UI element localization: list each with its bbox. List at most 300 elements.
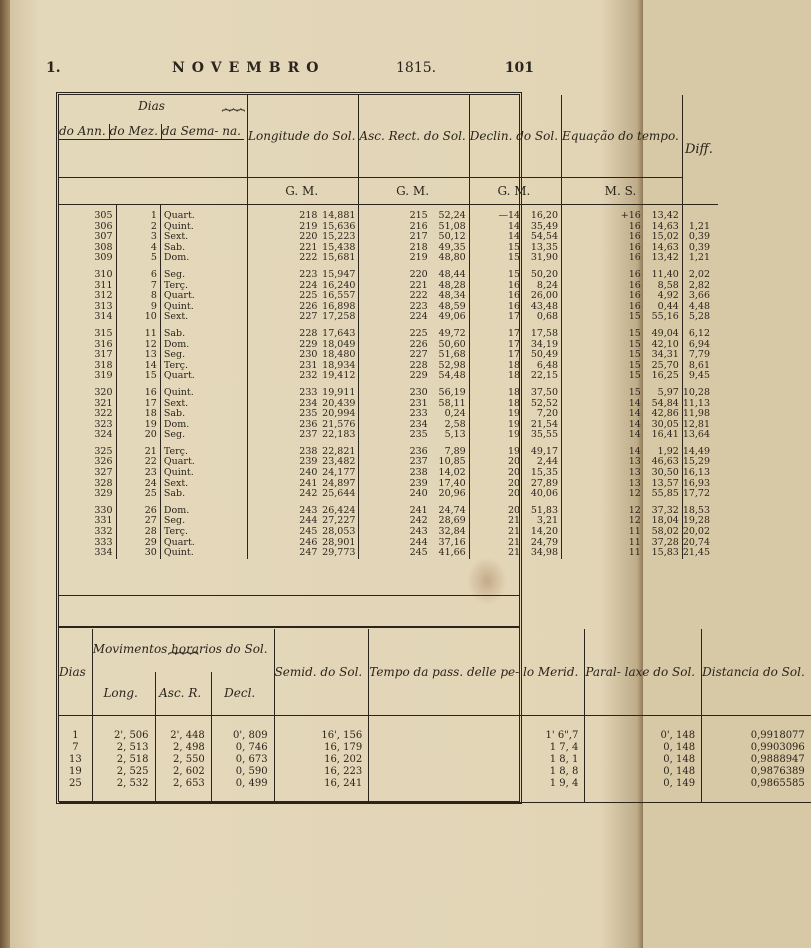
weekday-cell: Sext. — [160, 479, 247, 490]
ephemeris-row — [59, 232, 718, 243]
semid-cell: 16, 202 — [274, 754, 369, 766]
ascension-major: 216 — [409, 220, 428, 232]
equation-major: 12 — [628, 504, 641, 516]
longitude-major: 221 — [299, 241, 318, 253]
day-of-month-cell: 24 — [116, 479, 160, 490]
diff-cell: 7,79 — [688, 349, 711, 361]
ascension-minor: 41,66 — [438, 547, 466, 559]
diff-cell — [682, 211, 718, 222]
declination-cell — [469, 388, 561, 399]
longitude-minor: 15,223 — [322, 231, 356, 243]
weekday-cell: Sext. — [160, 232, 247, 243]
ascension-major: 240 — [409, 488, 428, 500]
ascension-major: 226 — [409, 338, 428, 350]
ephemeris-row — [59, 371, 718, 382]
ephemeris-row — [59, 409, 718, 420]
ascension-major: 245 — [409, 547, 428, 559]
day-of-year-cell: 309 — [59, 253, 116, 264]
semid-cell: 16, 179 — [274, 742, 369, 754]
equation-major: 13 — [628, 456, 641, 468]
weekday-cell: Quart. — [160, 211, 247, 222]
longitude-major: 222 — [299, 252, 318, 264]
weekday-cell: Quart. — [160, 457, 247, 468]
ascension-cell — [359, 388, 469, 399]
equacao-header: Equação do tempo. — [562, 95, 683, 178]
ascension-major: 215 — [409, 210, 428, 221]
year-label: 1815. — [396, 60, 437, 76]
equation-cell — [562, 329, 683, 340]
ascension-cell — [359, 430, 469, 441]
ephemeris-row — [59, 302, 718, 313]
equation-minor: 34,31 — [651, 349, 679, 361]
weekday-cell: Quint. — [160, 548, 247, 559]
diff-cell: 21,45 — [682, 547, 711, 559]
equation-cell — [562, 312, 683, 323]
diff-cell: 20,02 — [682, 526, 711, 538]
paralaxe-cell: 0, 149 — [585, 778, 702, 790]
weekday-cell: Seg. — [160, 270, 247, 281]
long-cell: 2, 532 — [92, 778, 155, 790]
equation-major: +16 — [620, 210, 641, 221]
weekday-cell: Sext. — [160, 399, 247, 410]
declination-major: 19 — [507, 429, 521, 441]
equation-minor: 42,86 — [651, 408, 679, 420]
ascension-major: 230 — [409, 386, 428, 398]
longitude-cell — [248, 253, 359, 264]
weekday-cell: Seg. — [160, 350, 247, 361]
equation-minor: 4,92 — [657, 290, 679, 302]
motion-row — [59, 754, 811, 766]
longitude-major: 237 — [299, 429, 318, 441]
declination-cell — [469, 329, 561, 340]
weekday-cell: Quint. — [160, 468, 247, 479]
day-of-month-cell: 27 — [116, 516, 160, 527]
ephemeris-frame — [56, 92, 805, 804]
ephemeris-row — [59, 361, 718, 372]
equation-minor: 55,16 — [651, 311, 679, 323]
weekday-cell: Quint. — [160, 388, 247, 399]
longitude-minor: 22,821 — [322, 445, 356, 457]
declination-cell — [469, 312, 561, 323]
equation-cell — [562, 489, 683, 500]
longitude-minor: 25,644 — [322, 488, 356, 500]
day-of-month-cell: 18 — [116, 409, 160, 420]
longitude-major: 228 — [299, 327, 318, 339]
declination-major: 14 — [507, 231, 521, 243]
longitude-minor: 24,177 — [322, 467, 356, 479]
day-of-year-cell: 323 — [59, 420, 116, 431]
ephemeris-row — [59, 506, 718, 517]
ascension-minor: 52,98 — [438, 359, 466, 371]
diff-cell: 16,13 — [682, 467, 711, 479]
longitude-minor: 26,424 — [322, 504, 356, 516]
header-row — [59, 95, 718, 178]
declination-cell — [469, 211, 561, 222]
declination-minor: 21,54 — [530, 418, 559, 430]
asc-r-cell: 2, 498 — [155, 742, 211, 754]
longitude-minor: 16,557 — [322, 290, 356, 302]
units-row — [59, 178, 718, 205]
day-of-year-cell: 311 — [59, 281, 116, 292]
day-of-year-cell: 322 — [59, 409, 116, 420]
declination-major: 17 — [507, 338, 521, 350]
ascension-major: 218 — [409, 241, 428, 253]
bottom-dias-header: Dias — [59, 629, 92, 716]
declination-cell — [469, 548, 561, 559]
equation-minor: 13,57 — [651, 477, 679, 489]
longitude-major: 244 — [299, 515, 318, 527]
equation-minor: 14,63 — [651, 220, 679, 232]
declination-major: 20 — [507, 456, 521, 468]
day-of-year-cell: 331 — [59, 516, 116, 527]
equation-cell — [562, 371, 683, 382]
longitude-minor: 19,412 — [322, 370, 356, 382]
paralaxe-cell: 0, 148 — [585, 766, 702, 778]
day-of-year-cell: 318 — [59, 361, 116, 372]
ascension-minor: 10,85 — [438, 456, 466, 468]
longitude-major: 229 — [299, 338, 318, 350]
diff-cell: 4,48 — [688, 300, 711, 312]
ephemeris-row — [59, 457, 718, 468]
table-divider — [59, 595, 519, 628]
day-of-year-cell: 334 — [59, 548, 116, 559]
diff-cell: 0,39 — [688, 231, 711, 243]
declination-major: 15 — [507, 268, 521, 280]
weekday-cell: Sab. — [160, 243, 247, 254]
page-number: 101 — [504, 60, 534, 76]
diff-cell: 6,12 — [688, 327, 711, 339]
weekday-cell: Quint. — [160, 222, 247, 233]
declination-minor: 35,49 — [530, 220, 559, 232]
day-cell: 19 — [59, 766, 92, 778]
equation-major: 16 — [628, 241, 641, 253]
day-of-year-cell: 316 — [59, 340, 116, 351]
day-of-year-cell: 320 — [59, 388, 116, 399]
ascension-minor: 20,96 — [438, 488, 466, 500]
long-cell: 2, 513 — [92, 742, 155, 754]
longitude-major: 242 — [299, 488, 318, 500]
longitude-cell — [248, 270, 359, 281]
tail-cell — [702, 790, 811, 803]
ascension-cell — [359, 489, 469, 500]
ascension-cell — [359, 548, 469, 559]
equation-major: 15 — [628, 311, 641, 323]
day-of-month-cell: 25 — [116, 489, 160, 500]
units-blank — [59, 178, 248, 205]
ascension-major: 239 — [409, 477, 428, 489]
declination-minor: 22,15 — [530, 370, 559, 382]
equation-minor: 42,10 — [651, 338, 679, 350]
declination-minor: 2,44 — [536, 456, 559, 468]
declination-minor: 17,58 — [530, 327, 559, 339]
diff-cell: 12,81 — [682, 418, 711, 430]
paralaxe-cell: 0, 148 — [585, 742, 702, 754]
day-of-year-cell: 329 — [59, 489, 116, 500]
longitude-minor: 28,901 — [322, 536, 356, 548]
equation-minor: 37,32 — [651, 504, 679, 516]
ephemeris-row — [59, 430, 718, 441]
equation-minor: 37,28 — [651, 536, 679, 548]
weekday-cell: Seg. — [160, 516, 247, 527]
motion-row — [59, 730, 811, 742]
ascension-minor: 51,08 — [438, 220, 466, 232]
ascension-major: 243 — [409, 526, 428, 538]
declination-cell — [469, 489, 561, 500]
longitude-minor: 17,643 — [322, 327, 356, 339]
day-of-year-cell: 328 — [59, 479, 116, 490]
declination-major: 16 — [507, 290, 521, 302]
diff-cell: 11,98 — [682, 408, 711, 420]
decl-cell: 0, 499 — [211, 778, 274, 790]
ascension-major: 222 — [409, 290, 428, 302]
weekday-cell: Sab. — [160, 329, 247, 340]
day-of-month-cell: 11 — [116, 329, 160, 340]
day-of-year-cell: 306 — [59, 222, 116, 233]
decl-cell: 0, 590 — [211, 766, 274, 778]
day-of-month-cell: 1 — [116, 211, 160, 222]
declination-minor: 50,20 — [530, 268, 559, 280]
tempo-cell: 1 8, 8 — [369, 766, 585, 778]
declination-major: 14 — [507, 220, 521, 232]
longitude-major: 224 — [299, 279, 318, 291]
tempo-header: Tempo da pass. delle pe- lo Merid. — [369, 629, 585, 716]
tempo-cell: 1' 6",7 — [369, 730, 585, 742]
ascension-major: 227 — [409, 349, 428, 361]
declination-major: —14 — [498, 210, 521, 221]
gap-cell — [585, 716, 702, 731]
asc-r-cell: 2', 448 — [155, 730, 211, 742]
ephemeris-row — [59, 489, 718, 500]
ascension-minor: 2,58 — [444, 418, 466, 430]
day-cell: 7 — [59, 742, 92, 754]
equation-minor: 30,05 — [651, 418, 679, 430]
ephemeris-row — [59, 548, 718, 559]
motion-row — [59, 766, 811, 778]
declin-header: Declin. do Sol. — [469, 95, 561, 178]
weekday-cell: Quart. — [160, 291, 247, 302]
equation-major: 15 — [628, 386, 641, 398]
day-of-month-cell: 17 — [116, 399, 160, 410]
weekday-cell: Dom. — [160, 340, 247, 351]
gap-cell — [59, 716, 92, 731]
ascension-minor: 7,89 — [444, 445, 466, 457]
day-of-year-cell: 332 — [59, 527, 116, 538]
ascension-cell — [359, 270, 469, 281]
ascension-major: 244 — [409, 536, 428, 548]
day-of-month-cell: 28 — [116, 527, 160, 538]
day-cell: 1 — [59, 730, 92, 742]
equation-major: 13 — [628, 477, 641, 489]
ascension-minor: 48,44 — [438, 268, 466, 280]
equation-major: 11 — [628, 536, 641, 548]
day-of-year-cell: 314 — [59, 312, 116, 323]
ascension-minor: 49,35 — [438, 241, 466, 253]
distancia-cell: 0,9903096 — [750, 742, 805, 753]
equation-minor: 30,50 — [651, 467, 679, 479]
motion-row — [59, 742, 811, 754]
ascension-major: 225 — [409, 327, 428, 339]
declination-minor: 50,49 — [530, 349, 559, 361]
semid-cell: 16, 223 — [274, 766, 369, 778]
declination-minor: 13,35 — [530, 241, 559, 253]
longitude-cell — [248, 489, 359, 500]
longitude-units: G. M. — [248, 178, 359, 205]
long-cell: 2, 525 — [92, 766, 155, 778]
distancia-cell: 0,9876389 — [750, 766, 805, 777]
longitude-major: 230 — [299, 349, 318, 361]
brace-ornament-2: ⏞⏞⏞⏞ — [165, 652, 195, 669]
equation-major: 15 — [628, 327, 641, 339]
weekday-cell: Sab. — [160, 409, 247, 420]
declination-minor: 43,48 — [530, 300, 559, 312]
diff-cell: 3,66 — [688, 290, 711, 302]
declination-major: 16 — [507, 279, 521, 291]
longitude-minor: 21,576 — [322, 418, 356, 430]
day-of-month-cell: 21 — [116, 447, 160, 458]
weekday-cell: Dom. — [160, 420, 247, 431]
ascension-major: 241 — [409, 504, 428, 516]
equation-minor: 46,63 — [651, 456, 679, 468]
equation-minor: 58,02 — [651, 526, 679, 538]
ephemeris-row — [59, 211, 718, 222]
weekday-cell: Terç. — [160, 527, 247, 538]
ascension-major: 235 — [409, 429, 428, 441]
longitude-major: 247 — [299, 547, 318, 559]
day-of-year-cell: 321 — [59, 399, 116, 410]
equation-cell — [562, 548, 683, 559]
equation-major: 15 — [628, 349, 641, 361]
ascension-minor: 49,72 — [438, 327, 466, 339]
longitude-minor: 16,898 — [322, 300, 356, 312]
weekday-cell: Terç. — [160, 447, 247, 458]
diff-cell: 9,45 — [688, 370, 711, 382]
declination-minor: 6,48 — [536, 359, 559, 371]
declination-minor: 37,50 — [530, 386, 559, 398]
equation-minor: 15,02 — [651, 231, 679, 243]
longitude-major: 241 — [299, 477, 318, 489]
longitude-minor: 14,881 — [322, 210, 356, 221]
equation-minor: 54,84 — [651, 397, 679, 409]
ascension-minor: 28,69 — [438, 515, 466, 527]
ascension-major: 219 — [409, 252, 428, 264]
equation-major: 16 — [628, 290, 641, 302]
book-binding — [0, 0, 10, 948]
longitude-minor: 19,911 — [322, 386, 356, 398]
movimentos-header — [92, 629, 274, 672]
ephemeris-row — [59, 527, 718, 538]
ascension-major: 237 — [409, 456, 428, 468]
longitude-minor: 18,934 — [322, 359, 356, 371]
declination-major: 17 — [507, 349, 521, 361]
equation-cell — [562, 253, 683, 264]
day-of-year-cell: 333 — [59, 538, 116, 549]
day-of-month-cell: 14 — [116, 361, 160, 372]
equation-minor: 16,41 — [651, 429, 679, 441]
longitude-cell — [248, 371, 359, 382]
asc-r-cell: 2, 602 — [155, 766, 211, 778]
weekday-cell: Seg. — [160, 430, 247, 441]
equation-major: 15 — [628, 338, 641, 350]
equation-cell — [562, 211, 683, 222]
declination-minor: 3,21 — [536, 515, 559, 527]
long-cell: 2, 518 — [92, 754, 155, 766]
longitude-major: 236 — [299, 418, 318, 430]
day-of-year-cell: 312 — [59, 291, 116, 302]
ephemeris-row — [59, 399, 718, 410]
equation-minor: 49,04 — [651, 327, 679, 339]
longitude-major: 218 — [299, 210, 318, 221]
declination-major: 17 — [507, 311, 521, 323]
tempo-cell: 1 8, 1 — [369, 754, 585, 766]
equation-major: 16 — [628, 231, 641, 243]
ephemeris-row — [59, 340, 718, 351]
day-of-year-cell: 305 — [59, 211, 116, 222]
equation-minor: 55,85 — [651, 488, 679, 500]
ephemeris-body — [59, 205, 718, 559]
diff-cell: 11,13 — [682, 397, 711, 409]
declin-units: G. M. — [469, 178, 561, 205]
tempo-cell: 1 7, 4 — [369, 742, 585, 754]
longitude-major: 223 — [299, 268, 318, 280]
ascension-minor: 54,48 — [438, 370, 466, 382]
equation-minor: 13,42 — [651, 252, 679, 264]
declination-major: 16 — [507, 300, 521, 312]
ascension-minor: 58,11 — [438, 397, 466, 409]
day-of-month-cell: 2 — [116, 222, 160, 233]
declination-major: 19 — [507, 445, 521, 457]
day-of-month-cell: 4 — [116, 243, 160, 254]
gap-cell — [702, 716, 811, 731]
weekday-cell: Sab. — [160, 489, 247, 500]
declination-minor: 51,83 — [530, 504, 559, 516]
hourly-motion-body — [59, 716, 811, 803]
longitude-major: 240 — [299, 467, 318, 479]
semid-header: Semid. do Sol. — [274, 629, 369, 716]
declination-cell — [469, 371, 561, 382]
longitude-major: 238 — [299, 445, 318, 457]
dias-label: Dias — [138, 99, 165, 113]
weekday-cell: Quart. — [160, 538, 247, 549]
diff-cell: 10,28 — [682, 386, 711, 398]
decl-cell: 0, 746 — [211, 742, 274, 754]
equation-major: 15 — [628, 359, 641, 371]
longitude-minor: 20,439 — [322, 397, 356, 409]
declination-major: 15 — [507, 241, 521, 253]
weekday-cell: Dom. — [160, 506, 247, 517]
declination-major: 20 — [507, 488, 521, 500]
declination-minor: 8,24 — [536, 279, 559, 291]
declination-major: 19 — [507, 418, 521, 430]
diff-cell: 2,82 — [688, 279, 711, 291]
paralaxe-header: Paral- laxe do Sol. — [585, 629, 702, 716]
longitude-major: 239 — [299, 456, 318, 468]
day-of-month-cell: 19 — [116, 420, 160, 431]
ephemeris-row — [59, 516, 718, 527]
longitude-minor: 15,636 — [322, 220, 356, 232]
equation-major: 14 — [628, 397, 641, 409]
ephemeris-row — [59, 253, 718, 264]
equation-minor: 5,97 — [657, 386, 679, 398]
gap-cell — [274, 716, 369, 731]
declination-major: 21 — [507, 547, 521, 559]
longitude-major: 243 — [299, 504, 318, 516]
declination-major: 20 — [507, 504, 521, 516]
day-of-month-cell: 30 — [116, 548, 160, 559]
equation-minor: 15,83 — [651, 547, 679, 559]
day-of-month-cell: 10 — [116, 312, 160, 323]
ascension-cell — [359, 253, 469, 264]
day-of-month-cell: 22 — [116, 457, 160, 468]
